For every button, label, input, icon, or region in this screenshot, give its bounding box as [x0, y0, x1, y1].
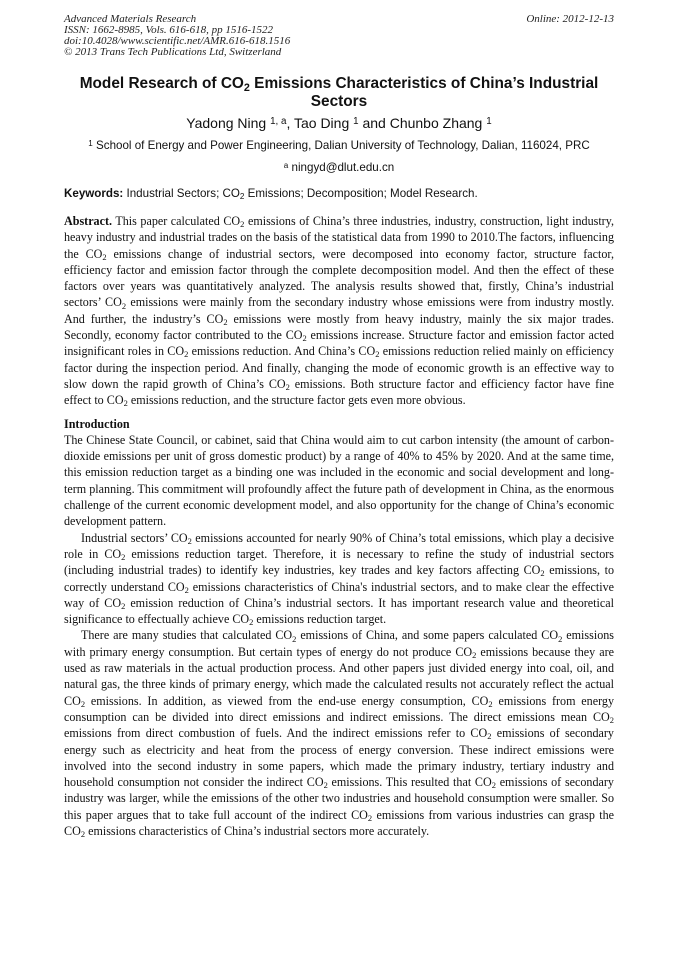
- keywords-label: Keywords:: [64, 187, 124, 200]
- section-heading-introduction: Introduction: [64, 416, 130, 431]
- author-email: $^a$ ningyd@dlut.edu.cn: [283, 160, 395, 174]
- journal-name: Advanced Materials Research: [64, 13, 197, 25]
- abstract-label: Abstract.: [64, 214, 113, 228]
- author-name: and Chunbo Zhang: [358, 115, 487, 131]
- issn-line: ISSN: 1662-8985, Vols. 616-618, pp 1516-1522: [64, 24, 273, 36]
- paper-title: Model Research of $CO_2$ Emissions Characteristics of China’s Industrial Sectors: [79, 75, 599, 110]
- paper-page: [64, 14, 614, 839]
- copyright-line: © 2013 Trans Tech Publications Ltd, Switzerland: [64, 46, 282, 58]
- online-date: Online: 2012-12-13: [526, 13, 614, 25]
- journal-header: [64, 14, 614, 58]
- intro-paragraph: There are many studies that calculated $CO_2$ emissions of China, and some papers calculated $CO_2$ emissions with primary energy consumption. But certain types of energy do not produce $CO_2$ emissions because they are used as raw materials in the actual production process. And other papers just divided energy into coal, oil, and natural gas, the three kinds of primary energy, which made the calculated results not accurately reflect the actual $CO_2$ emissions. In addition, as viewed from the end-use energy consumption, $CO_2$ emissions from energy consumption can be divided into direct emissions and indirect emissions. The direct emissions mean $CO_2$ emissions from direct combustion of fuels. And the indirect emissions refer to $CO_2$ emissions of secondary energy such as electricity and heat from the process of energy conversion. These indirect emissions were involved into the second industry in some papers, which made the primary industry, tertiary industry and household consumption not consider the indirect $CO_2$ emissions. This resulted that $CO_2$ emissions of secondary industry was larger, while the emissions of the other two industries and household consumption were smaller. So this paper argues that to take full account of the indirect $CO_2$ emissions from various industries can grasp the $CO_2$ emissions characteristics of China’s industrial sectors more accurately.: [64, 628, 615, 840]
- intro-paragraph: Industrial sectors’ $CO_2$ emissions accounted for nearly 90% of China’s total emissions, which play a decisive role in $CO_2$ emissions reduction target. Therefore, it is necessary to refine the study of industrial sectors (including industrial trades) to identify key industries, key trades and key factors affecting $CO_2$ emissions, to correctly understand $CO_2$ emissions characteristics of China's industrial sectors, and to make clear the effective way of $CO_2$ emission reduction of China’s industrial sectors. It has important research value and theoretical significance to effectually achieve $CO_2$ emissions reduction target.: [64, 530, 615, 628]
- author-name: , Tao Ding: [286, 115, 354, 131]
- author-list: Yadong Ning $^{1, a}$, Tao Ding $^1$ and Chunbo Zhang $^1$: [186, 115, 492, 131]
- abstract: Abstract. This paper calculated $CO_2$ emissions of China’s three industries, industry, construction, light industry, heavy industry and industrial trades on the basis of the statistical data from 1990 to 2010.The factors, influencing the $CO_2$ emissions change of industrial sectors, were decomposed into economy factor, structure factor, efficiency factor and emission factor through the complete decomposition model. And then the effect of these factors over years was quantitatively analyzed. The analysis results showed that, firstly, China’s industrial sectors’ $CO_2$ emissions were mainly from the secondary industry whose emissions were from industry mostly. And further, the industry’s $CO_2$ emissions were mostly from heavy industry, mainly the six major trades. Secondly, economy factor contributed to the $CO_2$ emissions increase. Structure factor and emission factor acted insignificant roles in $CO_2$ emissions reduction. And China’s $CO_2$ emissions reduction relied mainly on efficiency factor during the inspection period. And finally, changing the mode of economic growth is an effective way to slow down the rapid growth of China’s $CO_2$ emissions. Both structure factor and efficiency factor have fine effect to $CO_2$ emissions reduction, and the structure factor gets even more obvious.: [64, 214, 614, 409]
- affiliation: $^1$ School of Energy and Power Engineering, Dalian University of Technology, Dalian, 116024, PRC: [88, 138, 590, 152]
- keywords: Keywords: Industrial Sectors; $CO_2$ Emissions; Decomposition; Model Research.: [64, 187, 478, 202]
- doi-line: doi:10.4028/www.scientific.net/AMR.616-618.1516: [64, 35, 291, 47]
- author-name: Yadong Ning: [186, 115, 271, 131]
- intro-paragraph: The Chinese State Council, or cabinet, said that China would aim to cut carbon intensity (the amount of carbon-dioxide emissions per unit of gross domestic product) by a range of 40% to 45% by 2020. And at the same time, this emission reduction target as a binding one was included in the economic and social development and long-term planning. This commitment will profoundly affect the future path of development in China, as the enormous challenge of the current economic development model, and also opportunity for the change of China’s economic development pattern.: [64, 432, 614, 529]
